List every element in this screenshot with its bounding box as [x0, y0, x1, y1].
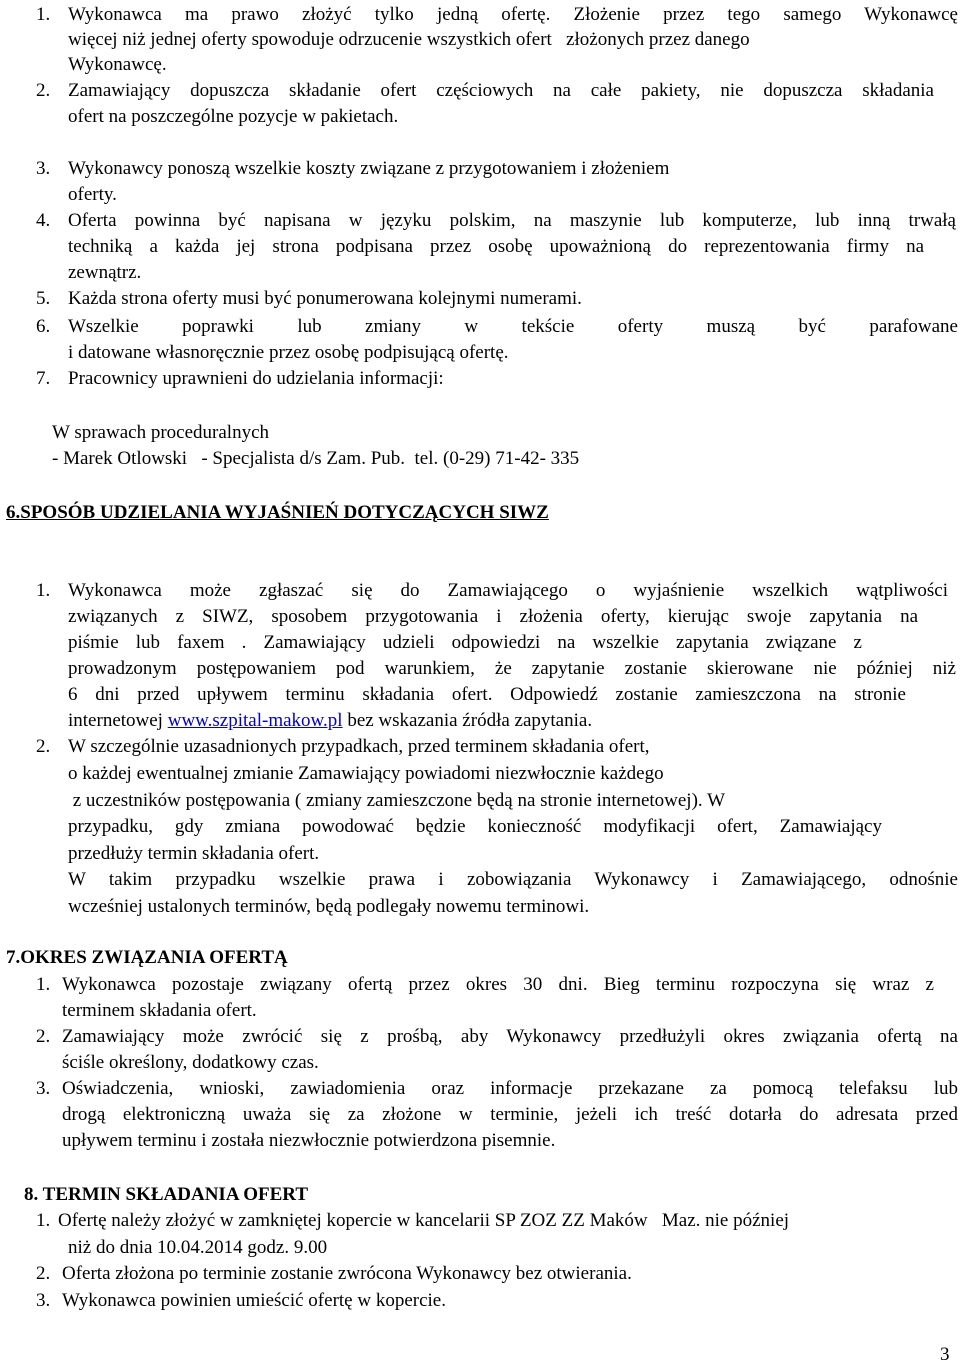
s6-item1-line3: piśmie lub faxem . Zamawiający udzieli odpowiedzi na wszelkie zapytania związane z	[68, 632, 862, 653]
s7-item2-line1: Zamawiający może zwrócić się z prośbą, aby Wykonawcy przedłużyli okres związania ofertą na	[62, 1026, 958, 1047]
contact-line: - Marek Otlowski - Specjalista d/s Zam. Pub. tel. (0-29) 71-42- 335	[52, 448, 580, 469]
s7-item1-line2: terminem składania ofert.	[62, 1000, 257, 1021]
s6-item1-line2: związanych z SIWZ, sposobem przygotowania i złożenia oferty, kierując swoje zapytania na	[68, 606, 918, 627]
s8-item3-line1: Wykonawca powinien umieścić ofertę w kopercie.	[62, 1290, 446, 1311]
s7-item1-line1: Wykonawca pozostaje związany ofertą przez okres 30 dni. Bieg terminu rozpoczyna się wraz z	[62, 974, 934, 995]
s5-item1-num: 1.	[36, 4, 51, 25]
contact-heading: W sprawach proceduralnych	[52, 422, 269, 443]
s7-item3-line1: Oświadczenia, wnioski, zawiadomienia oraz informacje przekazane za pomocą telefaksu lub	[62, 1078, 958, 1099]
s6-item1-line1: Wykonawca może zgłaszać się do Zamawiającego o wyjaśnienie wszelkich wątpliwości	[68, 580, 948, 601]
s7-item2-num: 2.	[36, 1026, 51, 1047]
s5-item6-line1: Wszelkie poprawki lub zmiany w tekście oferty muszą być parafowane	[68, 316, 958, 337]
s6-item2-line6: W takim przypadku wszelkie prawa i zobowiązania Wykonawcy i Zamawiającego, odnośnie	[68, 869, 958, 890]
s5-item1-line1: Wykonawca ma prawo złożyć tylko jedną ofertę. Złożenie przez tego samego Wykonawcę	[68, 4, 958, 25]
s6-item2-num: 2.	[36, 736, 51, 757]
s7-item3-line2: drogą elektroniczną uważa się za złożone w terminie, jeżeli ich treść dotarła do adresata przed	[62, 1104, 958, 1125]
s6-item1-line4: prowadzonym postępowaniem pod warunkiem, że zapytanie zostanie skierowane nie później niż	[68, 658, 956, 679]
s6-item1-num: 1.	[36, 580, 51, 601]
section7-heading: 7.OKRES ZWIĄZANIA OFERTĄ	[6, 947, 288, 968]
s8-item2-num: 2.	[36, 1263, 51, 1284]
s6-item2-line2: o każdej ewentualnej zmianie Zamawiający powiadomi niezwłocznie każdego	[68, 763, 664, 784]
s5-item6-line2: i datowane własnoręcznie przez osobę podpisującą ofertę.	[68, 342, 509, 363]
s6-item1-line5: 6 dni przed upływem terminu składania ofert. Odpowiedź zostanie zamieszczona na stronie	[68, 684, 906, 705]
s6-item1-text-before-link: internetowej	[68, 710, 168, 731]
s6-item1-line6	[68, 708, 592, 734]
s5-item4-line3: zewnątrz.	[68, 262, 142, 283]
s7-item3-line3: upływem terminu i została niezwłocznie potwierdzona pisemnie.	[62, 1130, 556, 1151]
s5-item5-num: 5.	[36, 288, 51, 309]
s5-item3-line2: oferty.	[68, 184, 117, 205]
section8-heading: 8. TERMIN SKŁADANIA OFERT	[24, 1184, 309, 1205]
s5-item4-num: 4.	[36, 210, 51, 231]
s5-item1-line3: Wykonawcę.	[68, 54, 167, 75]
s7-item1-num: 1.	[36, 974, 51, 995]
s5-item2-line1: Zamawiający dopuszcza składanie ofert częściowych na całe pakiety, nie dopuszcza składania	[68, 80, 934, 101]
s6-item2-line7: wcześniej ustalonych terminów, będą podlegały nowemu terminowi.	[68, 896, 590, 917]
s5-item2-num: 2.	[36, 80, 51, 101]
s6-item2-line5: przedłuży termin składania ofert.	[68, 843, 320, 864]
s5-item7-num: 7.	[36, 368, 51, 389]
page-number: 3	[940, 1344, 950, 1365]
s8-item1-line1: Ofertę należy złożyć w zamkniętej kopercie w kancelarii SP ZOZ ZZ Maków Maz. nie później	[58, 1210, 790, 1231]
s5-item4-line1: Oferta powinna być napisana w języku polskim, na maszynie lub komputerze, lub inną trwałą	[68, 210, 956, 231]
s5-item7-line1: Pracownicy uprawnieni do udzielania informacji:	[68, 368, 444, 389]
s8-item1-num: 1.	[36, 1210, 51, 1231]
hospital-website-link[interactable]: www.szpital-makow.pl	[167, 710, 343, 731]
s8-item3-num: 3.	[36, 1290, 51, 1311]
s5-item6-num: 6.	[36, 316, 51, 337]
s5-item3-num: 3.	[36, 158, 51, 179]
s6-item2-line4: przypadku, gdy zmiana powodować będzie konieczność modyfikacji ofert, Zamawiający	[68, 816, 882, 837]
s6-item2-line1: W szczególnie uzasadnionych przypadkach, przed terminem składania ofert,	[68, 736, 650, 757]
s6-item1-text-after-link: bez wskazania źródła zapytania.	[342, 710, 593, 731]
s5-item4-line2: techniką a każda jej strona podpisana przez osobę upoważnioną do reprezentowania firmy na	[68, 236, 924, 257]
s6-item2-line3: z uczestników postępowania ( zmiany zamieszczone będą na stronie internetowej). W	[68, 790, 726, 811]
s7-item2-line2: ściśle określony, dodatkowy czas.	[62, 1052, 319, 1073]
section6-heading: 6.SPOSÓB UDZIELANIA WYJAŚNIEŃ DOTYCZĄCYCH SIWZ	[6, 502, 549, 523]
s8-item1-line2: niż do dnia 10.04.2014 godz. 9.00	[68, 1237, 328, 1258]
s8-item2-line1: Oferta złożona po terminie zostanie zwrócona Wykonawcy bez otwierania.	[62, 1263, 632, 1284]
s5-item5-line1: Każda strona oferty musi być ponumerowana kolejnymi numerami.	[68, 288, 582, 309]
s5-item1-line2: więcej niż jednej oferty spowoduje odrzucenie wszystkich ofert złożonych przez danego	[68, 29, 750, 50]
s7-item3-num: 3.	[36, 1078, 51, 1099]
s5-item2-line2: ofert na poszczególne pozycje w pakietach.	[68, 106, 399, 127]
s5-item3-line1: Wykonawcy ponoszą wszelkie koszty związane z przygotowaniem i złożeniem	[68, 158, 670, 179]
